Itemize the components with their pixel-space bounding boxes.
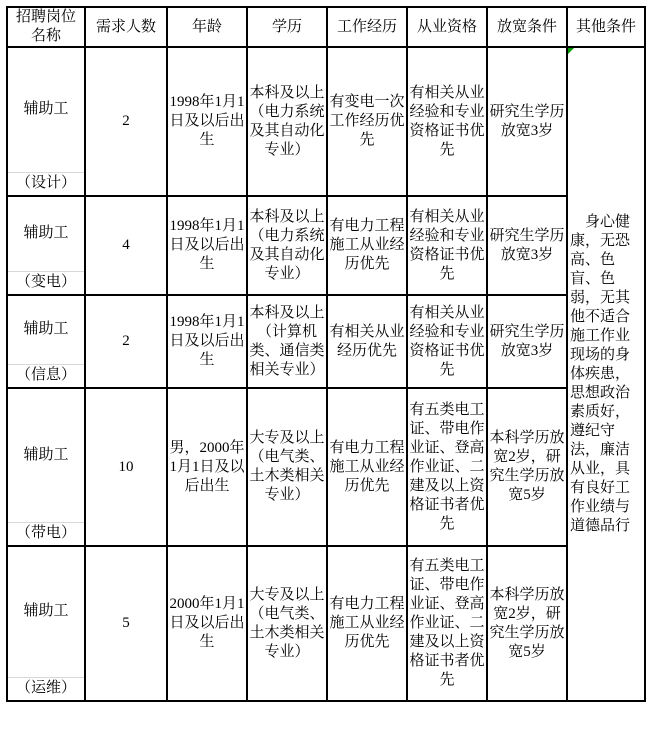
cell-position-suffix: （设计）: [7, 172, 85, 196]
other-condition-text: 身心健康，无恐高、色盲、色弱，无其他不适合施工作业现场的身体疾患，思想政治素质好，遵纪守法，廉洁从业，具有良好工作业绩与道德品行: [570, 213, 631, 534]
header-other: 其他条件: [567, 7, 645, 47]
cell-position: 辅助工: [7, 546, 85, 677]
table-row: [7, 196, 645, 271]
cell-education: 本科及以上（计算机类、通信类相关专业）: [247, 295, 327, 388]
cell-relaxation: 研究生学历放宽3岁: [487, 295, 567, 388]
header-experience: 工作经历: [327, 7, 407, 47]
header-position: 招聘岗位名称: [7, 7, 85, 47]
cell-age: 1998年1月1日及以后出生: [167, 295, 247, 388]
table-row: [7, 295, 645, 364]
cell-education: 大专及以上（电气类、土木类相关专业）: [247, 546, 327, 701]
table-row: [7, 388, 645, 522]
cell-count: 2: [85, 47, 167, 196]
cell-count: 10: [85, 388, 167, 546]
cell-position: 辅助工: [7, 295, 85, 364]
cell-experience: 有电力工程施工从业经历优先: [327, 546, 407, 701]
header-qualification: 从业资格: [407, 7, 487, 47]
cell-qualification: 有相关从业经验和专业资格证书优先: [407, 47, 487, 196]
cell-position: 辅助工: [7, 196, 85, 271]
cell-education: 本科及以上（电力系统及其自动化专业）: [247, 196, 327, 295]
header-relaxation: 放宽条件: [487, 7, 567, 47]
cell-relaxation: 本科学历放宽2岁，研究生学历放宽5岁: [487, 388, 567, 546]
cell-position-suffix: （信息）: [7, 364, 85, 388]
cell-experience: 有变电一次工作经历优先: [327, 47, 407, 196]
cell-qualification: 有相关从业经验和专业资格证书优先: [407, 196, 487, 295]
cell-position-suffix: （运维）: [7, 677, 85, 701]
recruitment-table: [6, 6, 646, 702]
table-row: [7, 546, 645, 677]
header-age: 年龄: [167, 7, 247, 47]
cell-position: 辅助工: [7, 388, 85, 522]
cell-education: 本科及以上（电力系统及其自动化专业）: [247, 47, 327, 196]
cell-qualification: 有相关从业经验和专业资格证书优先: [407, 295, 487, 388]
cell-position-suffix: （变电）: [7, 271, 85, 295]
cell-experience: 有相关从业经历优先: [327, 295, 407, 388]
cell-relaxation: 研究生学历放宽3岁: [487, 47, 567, 196]
cell-age: 2000年1月1日及以后出生: [167, 546, 247, 701]
table-row: [7, 47, 645, 172]
cell-count: 2: [85, 295, 167, 388]
green-corner-marker-icon: [568, 48, 574, 54]
header-count: 需求人数: [85, 7, 167, 47]
cell-age: 男，2000年1月1日及以后出生: [167, 388, 247, 546]
cell-count: 4: [85, 196, 167, 295]
cell-other-condition: [567, 47, 645, 701]
cell-position-suffix: （带电）: [7, 522, 85, 546]
cell-age: 1998年1月1日及以后出生: [167, 196, 247, 295]
table-header-row: [7, 7, 645, 47]
cell-age: 1998年1月1日及以后出生: [167, 47, 247, 196]
cell-experience: 有电力工程施工从业经历优先: [327, 196, 407, 295]
cell-experience: 有电力工程施工从业经历优先: [327, 388, 407, 546]
cell-count: 5: [85, 546, 167, 701]
cell-qualification: 有五类电工证、带电作业证、登高作业证、二建及以上资格证书者优先: [407, 546, 487, 701]
cell-qualification: 有五类电工证、带电作业证、登高作业证、二建及以上资格证书者优先: [407, 388, 487, 546]
cell-relaxation: 研究生学历放宽3岁: [487, 196, 567, 295]
cell-relaxation: 本科学历放宽2岁，研究生学历放宽5岁: [487, 546, 567, 701]
header-education: 学历: [247, 7, 327, 47]
cell-position: 辅助工: [7, 47, 85, 172]
cell-education: 大专及以上（电气类、土木类相关专业）: [247, 388, 327, 546]
